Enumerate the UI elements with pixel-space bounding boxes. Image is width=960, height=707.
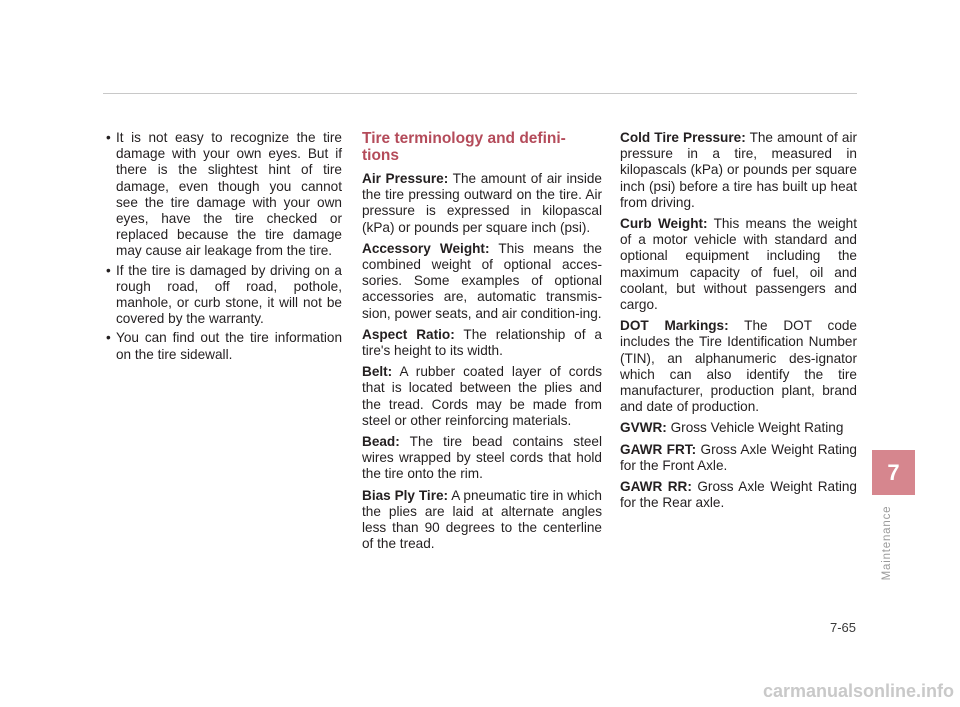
definition-text: This means the weight of a motor vehicle with standard and optional equipment including the maximum capacity of fuel, oil and coolant, but without passengers and cargo. (620, 216, 857, 313)
definition-gvwr (620, 420, 857, 436)
watermark: carmanualsonline.info (762, 681, 954, 701)
definition-bead (362, 434, 602, 483)
chapter-label-text: Maintenance (881, 505, 893, 581)
note-list (103, 130, 342, 363)
column-notes (103, 130, 342, 366)
definition-text: A pneumatic tire in which the plies are laid at alternate angles less than 90 degrees to the centerline of the tread. (362, 487, 602, 552)
definition-term: DOT Markings: (620, 318, 729, 334)
definition-term: Aspect Ratio: (362, 326, 455, 342)
definition-term: Air Pressure: (362, 171, 449, 186)
bullet-icon: • (106, 130, 111, 145)
definition-dot-markings (620, 318, 857, 415)
chapter-label (880, 503, 894, 583)
definition-term: Bias Ply Tire: (362, 487, 449, 503)
definition-term: Belt: (362, 364, 393, 380)
definition-text: This means the combined weight of optional acces-sories. Some examples of optional accessories are, automatic transmis-sion, power seats, and air condition-ing. (362, 240, 602, 321)
definition-term: Bead: (362, 434, 400, 450)
definition-text: The amount of air inside the tire pressing outward on the tire. Air pressure is expressed in kilopascal (kPa) or pounds per square inch (psi). (362, 171, 602, 235)
definition-text: Gross Vehicle Weight Rating (666, 420, 844, 436)
definition-accessory-weight (362, 241, 602, 322)
definition-gawr-frt (620, 442, 857, 474)
definition-term: GAWR FRT: (620, 441, 697, 457)
list-item (103, 330, 342, 362)
bullet-icon: • (106, 262, 111, 278)
definition-text: The relationship of a tire's height to its width. (362, 326, 602, 359)
list-item (103, 130, 342, 260)
definition-belt (362, 364, 602, 429)
page-number: 7-65 (829, 620, 856, 635)
definition-aspect-ratio (362, 327, 602, 359)
definition-text: The amount of air pressure in a tire, measured in kilopascals (kPa) or pounds per square inch (psi) before a tire has built up heat from driving. (620, 130, 857, 210)
header-rule (103, 93, 857, 94)
definition-term: Accessory Weight: (362, 240, 490, 256)
definition-term: Cold Tire Pressure: (620, 130, 746, 145)
definition-air-pressure (362, 171, 602, 236)
definition-bias-ply-tire (362, 488, 602, 553)
definition-term: Curb Weight: (620, 216, 708, 232)
definition-text: The DOT code includes the Tire Identification Number (TIN), an alphanumeric des-ignator which can also identify the tire manufacturer, production plant, brand and date of production. (620, 318, 857, 415)
definition-term: GVWR: (620, 420, 667, 436)
column-terminology-continued (620, 130, 857, 516)
definition-text: Gross Axle Weight Rating for the Rear axle. (620, 479, 857, 511)
list-item (103, 263, 342, 328)
column-terminology (362, 130, 602, 557)
definition-text: Gross Axle Weight Rating for the Front Axle. (620, 441, 857, 473)
definition-text: The tire bead contains steel wires wrapped by steel cords that hold the tire onto the rim. (362, 434, 602, 482)
bullet-text: It is not easy to recognize the tire damage with your own eyes. But if there is the slightest hint of tire damage, even though you cannot see the tire damage with your own eyes, have the tire checked or replaced because the tire damage may cause air leakage from the tire. (116, 130, 342, 259)
definition-cold-tire-pressure (620, 130, 857, 211)
definition-gawr-rr (620, 479, 857, 511)
chapter-tab: 7 (872, 450, 915, 495)
bullet-text: You can find out the tire information on the tire sidewall. (116, 330, 342, 362)
definition-curb-weight (620, 216, 857, 313)
section-title: Tire terminology and defini-tions (362, 130, 566, 164)
bullet-icon: • (106, 330, 111, 346)
definition-text: A rubber coated layer of cords that is located between the plies and the tread. Cords may be made from steel or other reinforcing materials. (362, 364, 602, 428)
definition-term: GAWR RR: (620, 479, 692, 495)
bullet-text: If the tire is damaged by driving on a rough road, off road, pothole, manhole, or curb stone, it will not be covered by the warranty. (116, 262, 342, 327)
